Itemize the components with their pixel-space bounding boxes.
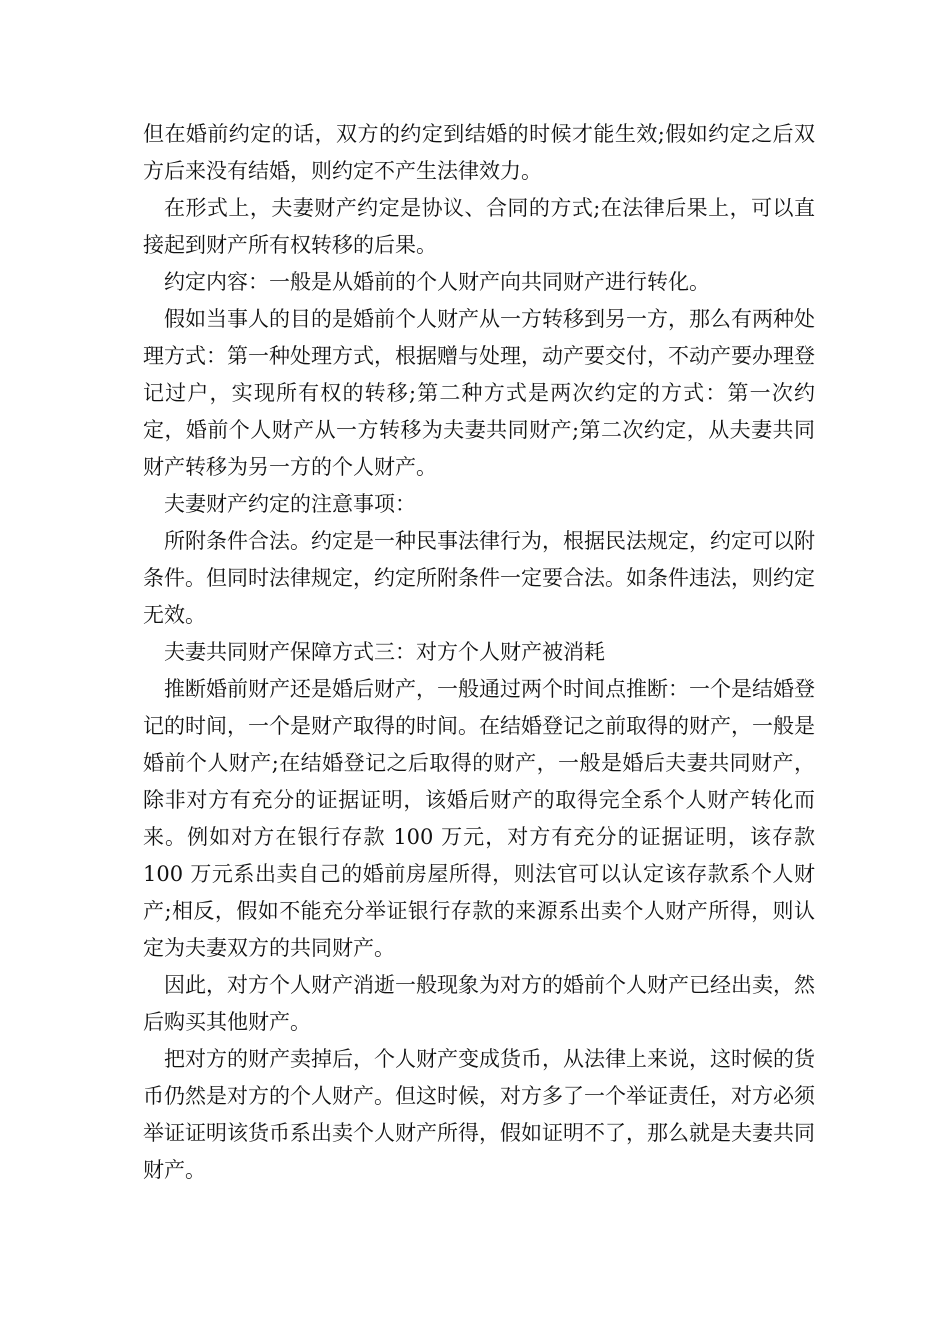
paragraph-conditions: 所附条件合法。约定是一种民事法律行为，根据民法规定，约定可以附条件。但同时法律规定，约定所附条件一定要合法。如条件违法，则约定无效。 <box>143 529 815 627</box>
paragraph-notes-heading: 夫妻财产约定的注意事项： <box>164 492 416 516</box>
paragraph-sale: 把对方的财产卖掉后，个人财产变成货币，从法律上来说，这时候的货币仍然是对方的个人财产。但这时候，对方多了一个举证责任，对方必须举证证明该货币系出卖个人财产所得，假如证明不了，那么就是夫妻共同财产。 <box>143 1047 815 1182</box>
paragraph-form: 在形式上，夫妻财产约定是协议、合同的方式;在法律后果上，可以直接起到财产所有权转移的后果。 <box>143 196 815 257</box>
paragraph-content: 约定内容：一般是从婚前的个人财产向共同财产进行转化。 <box>164 270 710 294</box>
paragraph-section-heading: 夫妻共同财产保障方式三：对方个人财产被消耗 <box>164 640 605 664</box>
paragraph-continuation: 但在婚前约定的话，双方的约定到结婚的时候才能生效;假如约定之后双方后来没有结婚，则约定不产生法律效力。 <box>143 122 815 183</box>
paragraph-determination: 推断婚前财产还是婚后财产，一般通过两个时间点推断：一个是结婚登记的时间，一个是财产取得的时间。在结婚登记之前取得的财产，一般是婚前个人财产;在结婚登记之后取得的财产，一般是婚后夫妻共同财产，除非对方有充分的证据证明，该婚后财产的取得完全系个人财产转化而来。例如对方在银行存款 100 万元，对方有充分的证据证明，该存款 100 万元系出卖自己的婚前房屋所得，则法官可以认定该存款系个人财产;相反，假如不能充分举证银行存款的来源系出卖个人财产所得，则认定为夫妻双方的共同财产。 <box>143 677 815 960</box>
paragraph-transfer-methods: 假如当事人的目的是婚前个人财产从一方转移到另一方，那么有两种处理方式：第一种处理方式，根据赠与处理，动产要交付，不动产要办理登记过户，实现所有权的转移;第二种方式是两次约定的方式：第一次约定，婚前个人财产从一方转移为夫妻共同财产;第二次约定，从夫妻共同财产转移为另一方的个人财产。 <box>143 307 815 479</box>
document-body <box>143 116 815 1189</box>
paragraph-therefore: 因此，对方个人财产消逝一般现象为对方的婚前个人财产已经出卖，然后购买其他财产。 <box>143 973 815 1034</box>
